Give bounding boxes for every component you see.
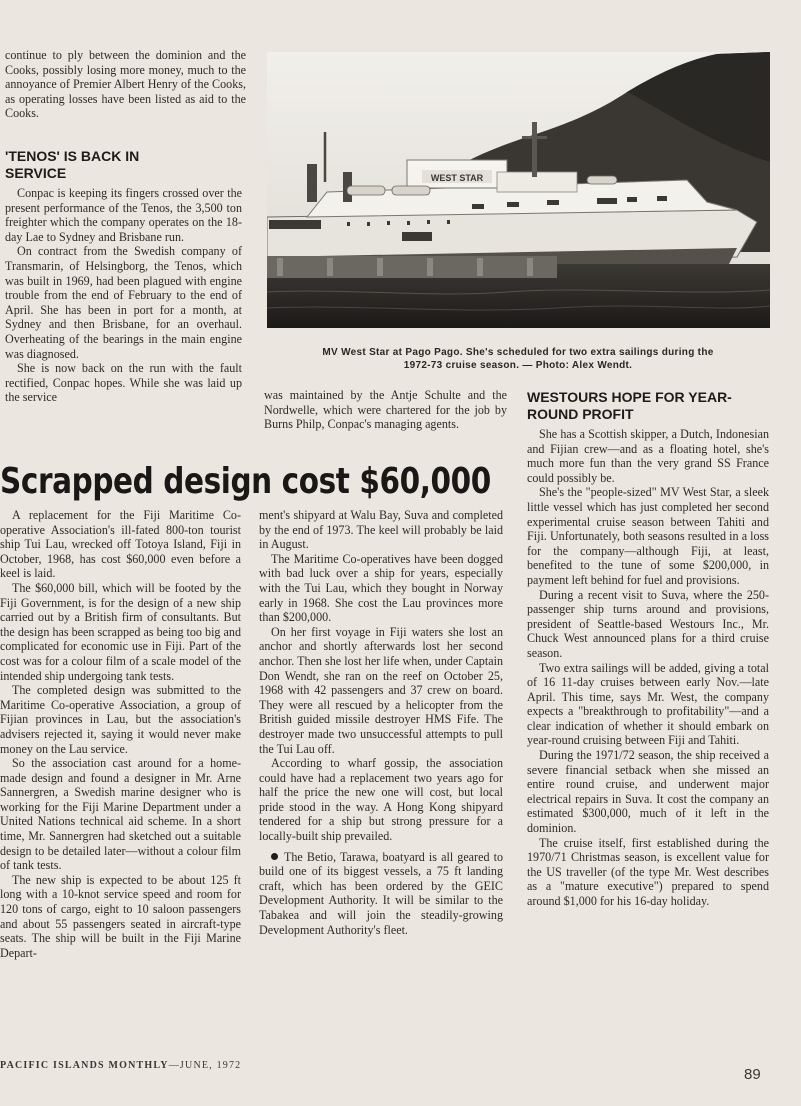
westours-paragraph-3: During a recent visit to Suva, where the 250-passenger ship turns around and provisions, president of Seattle-based Westours Inc., Mr. Chuck West announced plans for a third cruise season. — [527, 587, 769, 660]
tenos-heading: 'TENOS' IS BACK IN SERVICE — [5, 148, 140, 181]
scrapped-c1-paragraph-1: A replacement for the Fiji Maritime Co-operative Association's ill-fated 800-ton tourist ship Tui Lau, wrecked off Totoya Island, Fiji in October, 1968, has cost $60,000 even before a keel is laid. — [0, 508, 241, 581]
scrapped-c2-paragraph-5 — [259, 850, 503, 938]
scrapped-c1-paragraph-3: The completed design was submitted to the Maritime Co-operative Association, a group of Fijian provinces in Lau, but the association's advisers rejected it, saying it would never make money on the Lau service. — [0, 683, 241, 756]
scrapped-c2-paragraph-4: According to wharf gossip, the association could have had a replacement two years ago for half the price the new one will cost, but local pride stood in the way. A Hong Kong shipyard tendered for a ship but strong pressure for a locally-built ship prevailed. — [259, 756, 503, 844]
westours-article — [527, 389, 769, 909]
issue-date: —JUNE, 1972 — [168, 1060, 242, 1071]
ship-photo — [267, 52, 770, 328]
photo-caption — [264, 346, 772, 372]
ship-name-sign: WEST STAR — [430, 173, 484, 183]
tenos-paragraph-3: She is now back on the run with the fault rectified, Conpac hopes. While she was laid up the service — [5, 361, 242, 405]
ship-funnel — [307, 164, 317, 202]
scrapped-c1-paragraph-4: So the association cast around for a home-made design and found a designer in Mr. Arne Sannergren, a Swedish marine designer who is working for the Fiji Marine Department under a United Nations technical aid scheme. In a short time, Mr. Sannergren had sketched out a suitable design to be detailed later—without a colour film of tank tests. — [0, 756, 241, 873]
scrapped-c2-paragraph-3: On her first voyage in Fiji waters she lost an anchor and shortly afterwards lost her second anchor. Then she lost her life when, under Captain Don Wendt, she ran on the reef on October 25, 1968 with 42 passengers and 37 crew on board. They were all rescued by a helicopter from the British guided missile destroyer HMS Fife. The destroyer made two unsuccessful attempts to pull the Tui Lau off. — [259, 624, 503, 756]
page-number: 89 — [744, 1066, 761, 1083]
wharf — [267, 256, 557, 278]
westours-paragraph-4: Two extra sailings will be added, giving a total of 16 11-day cruises between early Nov.—late April. This time, says Mr. West, the company expects a "breakthrough to profitability"—and a clear indication of whether it should embark on year-round cruising between Fiji and Tahiti. — [527, 660, 769, 748]
westours-paragraph-1: She has a Scottish skipper, a Dutch, Indonesian and Fijian crew—and as a floating hotel, she's much more fun than the very grand SS France could possibly be. — [527, 427, 769, 485]
scrapped-column-1 — [0, 508, 241, 960]
tenos-paragraph-1: Conpac is keeping its fingers crossed over the present performance of the Tenos, the 3,500 ton freighter which the company operates on the 18-day Lae to Sydney and Brisbane run. — [5, 186, 242, 244]
intro-column — [5, 48, 246, 121]
tenos-paragraph-2: On contract from the Swedish company of Transmarin, of Helsingborg, the Tenos, which was built in 1969, had been plagued with engine trouble from the end of February to the end of April. She has been in port for a month, at Sydney and then Brisbane, for an overhaul. Overheating of the bearings in the main engine was diagnosed. — [5, 244, 242, 361]
bullet-icon — [271, 853, 278, 860]
scrapped-column-2 — [259, 508, 503, 937]
westours-paragraph-2: She's the "people-sized" MV West Star, a sleek little vessel which has just completed her second experimental cruise season between Tahiti and Fiji. Unfortunately, both seasons resulted in a loss for the company—although Fiji, at least, benefited to the tune of some $200,000, in payment left behind for fuel and provisions. — [527, 485, 769, 587]
tenos-paragraph-3-continued: was maintained by the Antje Schulte and the Nordwelle, which were chartered for the job by Burns Philp, Conpac's managing agents. — [264, 388, 507, 432]
tenos-article — [5, 148, 242, 405]
westours-paragraph-5: During the 1971/72 season, the ship received a severe financial setback when she missed an entire round cruise, and underwent major electrical repairs in Suva. It cost the company an estimated $300,000, much of it left in the dominion. — [527, 748, 769, 836]
page-footer — [0, 1060, 241, 1071]
westours-paragraph-6: The cruise itself, first established during the 1970/71 Christmas season, is excellent value for the US traveller (of the type Mr. West describes as a "mature executive") prepared to spend around $1,000 for his 16-day holiday. — [527, 835, 769, 908]
scrapped-c1-paragraph-2: The $60,000 bill, which will be footed by the Fiji Government, is for the design of a new ship carried out by a British firm of consultants. But the design has been scrapped as being too big and complicated for economic use in Fiji. Part of the cost was for a colour film of a scale model of the intended ship undergoing tank tests. — [0, 580, 241, 683]
scrapped-c2-paragraph-5-text: The Betio, Tarawa, boatyard is all geared to build one of its biggest vessels, a 75 ft landing craft, which has been ordered by the GEIC Development Authority. It will be similar to the Tabakea and will join the steadily-growing Development Authority's fleet. — [259, 849, 503, 937]
ship-mast — [532, 122, 537, 177]
caption-line-1: MV West Star at Pago Pago. She's scheduled for two extra sailings during the — [322, 347, 714, 358]
scrapped-c2-paragraph-2: The Maritime Co-operatives have been dogged with bad luck over a ship for years, especially with the Tui Lau, which they bought in Norway early in 1968. She cost the Lau provinces more than $200,000. — [259, 551, 503, 625]
intro-paragraph: continue to ply between the dominion and the Cooks, possibly losing more money, much to the annoyance of Premier Albert Henry of the Cooks, as operating losses have been listed as aid to the Cooks. — [5, 48, 246, 121]
scrapped-c2-paragraph-1: ment's shipyard at Walu Bay, Suva and completed by the end of 1973. The keel will probably be laid in August. — [259, 508, 503, 552]
scrapped-c1-paragraph-5: The new ship is expected to be about 125 ft long with a 10-knot service speed and room for 120 tons of cargo, eight to 10 saloon passengers and about 55 passengers seated in aircraft-type seats. The ship will be built in the Fiji Marine Depart- — [0, 872, 241, 960]
tenos-continuation — [264, 388, 507, 432]
westours-heading: WESTOURS HOPE FOR YEAR-ROUND PROFIT — [527, 389, 732, 422]
caption-line-2: 1972-73 cruise season. — Photo: Alex Wendt. — [403, 360, 633, 371]
magazine-name: PACIFIC ISLANDS MONTHLY — [0, 1060, 169, 1071]
scrapped-headline: Scrapped design cost $60,000 — [0, 461, 491, 502]
